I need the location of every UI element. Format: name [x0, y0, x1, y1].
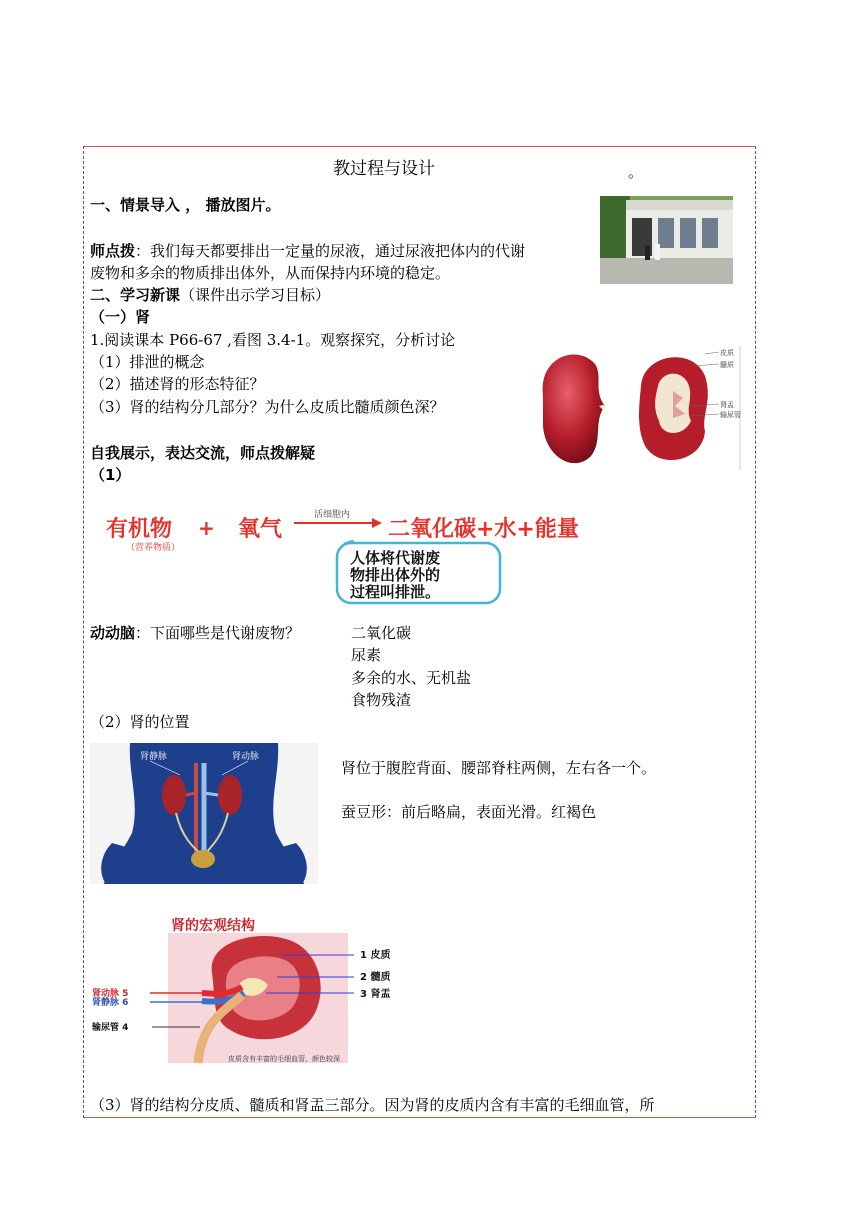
- kidney-label-medulla: 髓质: [720, 361, 734, 369]
- body-label-artery: 肾动脉: [232, 752, 260, 762]
- question-1: （1）排泄的概念: [90, 353, 205, 371]
- excretion-equation-figure: [100, 503, 605, 607]
- structure-label-medulla: 2 髓质: [360, 972, 391, 983]
- structure-title: 肾的宏观结构: [171, 918, 255, 934]
- section2-heading: 二、学习新课: [90, 286, 181, 304]
- structure-conclusion: （3）肾的结构分皮质、髓质和肾盂三部分。因为肾的皮质内含有丰富的毛细血管，所: [90, 1096, 655, 1114]
- title-dot: 。: [628, 163, 644, 181]
- structure-label-pelvis: 3 肾盂: [360, 989, 391, 1000]
- kidney-position-illustration: [90, 743, 318, 884]
- eq-plus: +: [198, 516, 215, 540]
- option-food-residue: 食物残渣: [351, 691, 412, 709]
- kidney-structure-diagram: [82, 913, 412, 1065]
- option-water-salt: 多余的水、无机盐: [351, 669, 472, 687]
- structure-label-artery: 肾动脉 5: [92, 989, 129, 999]
- brain-question-line: [90, 623, 300, 643]
- kidney-label-pelvis: 肾盂: [720, 401, 734, 409]
- option-urea: 尿素: [351, 646, 382, 664]
- arrow-right-icon: [372, 518, 382, 528]
- eq-organic-matter: 有机物: [106, 517, 173, 542]
- teacher-line-2: 废物和多余的物质排出体外，从而保持内环境的稳定。: [90, 264, 451, 282]
- bubble-line-3: 过程叫排泄。: [350, 583, 441, 601]
- kidney-photo: [533, 346, 743, 470]
- bubble-line-1: 人体将代谢废: [350, 549, 441, 567]
- page-title: 教过程与设计: [333, 159, 435, 179]
- school-building-photo: [600, 196, 733, 284]
- teacher-line-1: [90, 241, 525, 261]
- eq-arrow-label: 活细胞内: [314, 510, 351, 520]
- teacher-text-1: ：我们每天都要排出一定量的尿液，通过尿液把体内的代谢: [135, 242, 526, 260]
- section2-note: （课件出示学习目标）: [180, 286, 331, 304]
- structure-caption: 皮质含有丰富的毛细血管，颜色较深: [228, 1055, 340, 1063]
- bubble-line-2: 物排出体外的: [350, 566, 441, 584]
- brain-label: 动动脑: [90, 624, 136, 642]
- item-1: （1）: [90, 466, 131, 484]
- structure-label-cortex: 1 皮质: [360, 950, 391, 961]
- structure-label-vein: 肾静脉 6: [92, 998, 129, 1008]
- kidney-label-cortex: 皮质: [720, 349, 734, 357]
- eq-note: （营养物质）: [126, 543, 181, 553]
- teacher-label: 师点拨: [90, 242, 136, 260]
- position-text-1: 肾位于腹腔背面、腰部脊柱两侧，左右各一个。: [341, 759, 657, 777]
- section2-heading-line: [90, 285, 330, 305]
- read-instruction: 1.阅读课本 P66-67 ,看图 3.4-1。观察探究，分析讨论: [90, 331, 456, 349]
- section1-heading: 一、情景导入 ， 播放图片。: [90, 196, 281, 214]
- kidney-label-ureter: 输尿管: [720, 411, 741, 419]
- structure-label-ureter: 输尿管 4: [92, 1023, 129, 1033]
- question-3: （3）肾的结构分几部分？为什么皮质比髓质颜色深？: [90, 398, 445, 416]
- show-heading: 自我展示，表达交流，师点拨解疑: [90, 444, 316, 462]
- eq-oxygen: 氧气: [238, 517, 283, 542]
- brain-question: ：下面哪些是代谢废物？: [135, 624, 301, 642]
- option-co2: 二氧化碳: [351, 624, 412, 642]
- question-2: （2）描述肾的形态特征？: [90, 375, 265, 393]
- position-text-2: 蚕豆形：前后略扁，表面光滑。红褐色: [341, 803, 597, 821]
- sub-heading-kidney: （一）肾: [90, 308, 151, 326]
- eq-products: 二氧化碳+水+能量: [388, 517, 579, 542]
- position-heading: （2）肾的位置: [90, 713, 190, 731]
- body-label-vein: 肾静脉: [140, 752, 168, 762]
